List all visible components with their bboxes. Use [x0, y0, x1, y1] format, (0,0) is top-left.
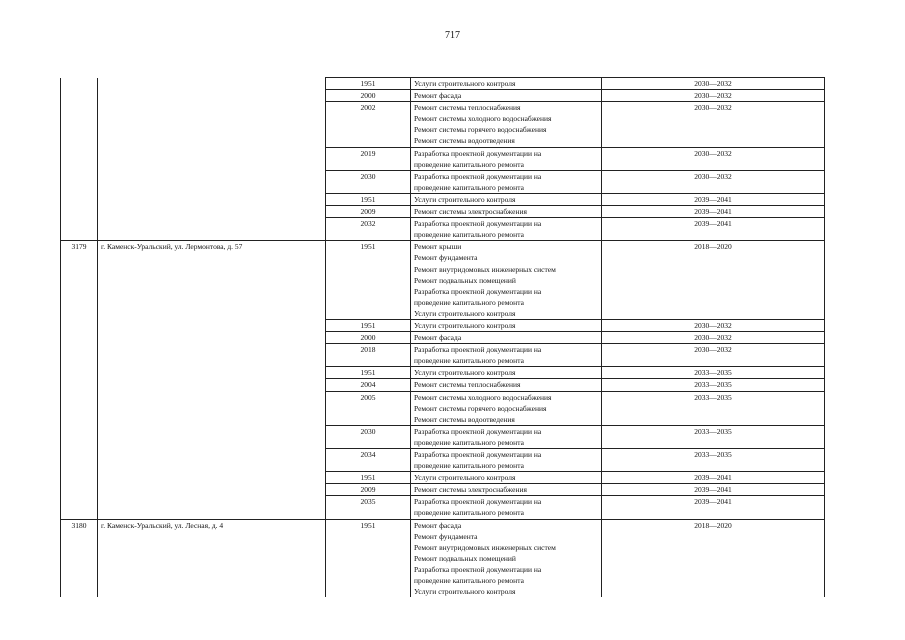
- period-cell: 2033—2035: [602, 391, 825, 425]
- work-line: Ремонт системы горячего водоснабжения: [414, 125, 547, 135]
- table-row: [61, 206, 825, 218]
- object-number-cell: [61, 90, 98, 102]
- table-row: [61, 344, 825, 367]
- work-line: проведение капитального ремонта: [414, 182, 524, 192]
- work-type-cell: [411, 332, 602, 344]
- work-line: Услуги строительного контроля: [414, 473, 516, 483]
- address-cell: [98, 496, 326, 519]
- object-number-cell: [61, 472, 98, 484]
- table-row: [61, 379, 825, 391]
- object-number-cell: [61, 484, 98, 496]
- period-cell: 2039—2041: [602, 484, 825, 496]
- address-cell: [98, 332, 326, 344]
- work-line: Ремонт подвальных помещений: [414, 275, 516, 285]
- work-line: проведение капитального ремонта: [414, 297, 524, 307]
- table-row: [61, 519, 825, 597]
- address-cell: [98, 206, 326, 218]
- table-row: [61, 78, 825, 90]
- work-line: Ремонт подвальных помещений: [414, 553, 516, 563]
- period-cell: 2033—2035: [602, 449, 825, 472]
- work-type-cell: [411, 379, 602, 391]
- work-code-cell: 2034: [326, 449, 411, 472]
- work-type-cell: [411, 391, 602, 425]
- period-cell: 2039—2041: [602, 206, 825, 218]
- work-code-cell: 1951: [326, 241, 411, 320]
- work-type-cell: [411, 206, 602, 218]
- work-line: Разработка проектной документации на: [414, 426, 542, 436]
- work-code-cell: 2009: [326, 484, 411, 496]
- work-code-cell: 1951: [326, 193, 411, 205]
- work-line: Разработка проектной документации на: [414, 148, 542, 158]
- work-line: проведение капитального ремонта: [414, 356, 524, 366]
- object-number-cell: [61, 218, 98, 241]
- table-row: [61, 102, 825, 147]
- work-type-cell: [411, 193, 602, 205]
- object-number-cell: [61, 449, 98, 472]
- period-cell: 2033—2035: [602, 379, 825, 391]
- work-line: Ремонт фундамента: [414, 531, 478, 541]
- address-cell: [98, 319, 326, 331]
- work-code-cell: 2000: [326, 90, 411, 102]
- object-number-cell: [61, 193, 98, 205]
- table-row: [61, 484, 825, 496]
- address-cell: [98, 472, 326, 484]
- work-type-cell: [411, 472, 602, 484]
- object-number-cell: [61, 147, 98, 170]
- repair-schedule-table: [60, 77, 825, 597]
- address-cell: [98, 484, 326, 496]
- address-cell: [98, 367, 326, 379]
- work-line: проведение капитального ремонта: [414, 461, 524, 471]
- work-line: Ремонт системы электроснабжения: [414, 485, 527, 495]
- work-line: Услуги строительного контроля: [414, 308, 516, 318]
- object-number-cell: [61, 102, 98, 147]
- work-line: Услуги строительного контроля: [414, 79, 516, 88]
- address-cell: [98, 425, 326, 448]
- work-line: Ремонт системы теплоснабжения: [414, 380, 521, 390]
- address-cell: [98, 170, 326, 193]
- work-line: Разработка проектной документации на: [414, 497, 542, 507]
- address-cell: [98, 78, 326, 90]
- work-line: Услуги строительного контроля: [414, 587, 516, 597]
- work-type-cell: [411, 449, 602, 472]
- work-type-cell: [411, 170, 602, 193]
- work-line: Ремонт системы электроснабжения: [414, 207, 527, 217]
- work-type-cell: [411, 147, 602, 170]
- object-number-cell: [61, 206, 98, 218]
- work-line: Ремонт системы холодного водоснабжения: [414, 114, 552, 124]
- object-number-cell: [61, 496, 98, 519]
- object-number-cell: [61, 379, 98, 391]
- work-type-cell: [411, 102, 602, 147]
- work-code-cell: 2030: [326, 425, 411, 448]
- work-line: Ремонт фасада: [414, 333, 462, 343]
- table-row: [61, 391, 825, 425]
- table-row: [61, 472, 825, 484]
- work-line: Ремонт фасада: [414, 91, 462, 101]
- work-code-cell: 2030: [326, 170, 411, 193]
- table-row: [61, 218, 825, 241]
- table-row: [61, 319, 825, 331]
- period-cell: 2030—2032: [602, 147, 825, 170]
- work-code-cell: 2004: [326, 379, 411, 391]
- period-cell: 2030—2032: [602, 319, 825, 331]
- address-cell: г. Каменск-Уральский, ул. Лермонтова, д. 57: [98, 241, 326, 320]
- period-cell: 2030—2032: [602, 90, 825, 102]
- address-cell: г. Каменск-Уральский, ул. Лесная, д. 4: [98, 519, 326, 597]
- object-number-cell: [61, 367, 98, 379]
- work-line: Ремонт системы водоотведения: [414, 136, 515, 146]
- work-code-cell: 2009: [326, 206, 411, 218]
- period-cell: 2033—2035: [602, 425, 825, 448]
- work-line: Ремонт системы холодного водоснабжения: [414, 392, 552, 402]
- work-code-cell: 1951: [326, 519, 411, 597]
- address-cell: [98, 391, 326, 425]
- work-line: проведение капитального ремонта: [414, 159, 524, 169]
- work-line: Разработка проектной документации на: [414, 450, 542, 459]
- work-line: Услуги строительного контроля: [414, 320, 516, 330]
- table-row: [61, 332, 825, 344]
- table-row: [61, 90, 825, 102]
- object-number-cell: [61, 170, 98, 193]
- period-cell: 2018—2020: [602, 241, 825, 320]
- work-code-cell: 1951: [326, 367, 411, 379]
- work-line: Разработка проектной документации на: [414, 564, 542, 574]
- object-number-cell: [61, 332, 98, 344]
- period-cell: 2030—2032: [602, 332, 825, 344]
- period-cell: 2039—2041: [602, 218, 825, 241]
- period-cell: 2039—2041: [602, 472, 825, 484]
- address-cell: [98, 218, 326, 241]
- work-line: Разработка проектной документации на: [414, 219, 542, 229]
- work-code-cell: 2000: [326, 332, 411, 344]
- work-line: Услуги строительного контроля: [414, 194, 516, 204]
- address-cell: [98, 193, 326, 205]
- work-type-cell: [411, 519, 602, 597]
- work-type-cell: [411, 90, 602, 102]
- period-cell: 2033—2035: [602, 367, 825, 379]
- work-line: Ремонт крыши: [414, 242, 462, 252]
- object-number-cell: [61, 319, 98, 331]
- work-line: проведение капитального ремонта: [414, 230, 524, 240]
- object-number-cell: [61, 425, 98, 448]
- work-line: Ремонт системы водоотведения: [414, 414, 515, 424]
- work-code-cell: 2019: [326, 147, 411, 170]
- work-type-cell: [411, 319, 602, 331]
- period-cell: 2018—2020: [602, 519, 825, 597]
- table-row: [61, 147, 825, 170]
- work-line: проведение капитального ремонта: [414, 508, 524, 518]
- work-type-cell: [411, 78, 602, 90]
- work-line: Ремонт фундамента: [414, 253, 478, 263]
- table-row: [61, 449, 825, 472]
- work-type-cell: [411, 241, 602, 320]
- period-cell: 2030—2032: [602, 344, 825, 367]
- period-cell: 2030—2032: [602, 102, 825, 147]
- address-cell: [98, 147, 326, 170]
- table-row: [61, 425, 825, 448]
- work-line: Ремонт системы теплоснабжения: [414, 103, 521, 113]
- work-type-cell: [411, 496, 602, 519]
- period-cell: 2030—2032: [602, 78, 825, 90]
- work-line: Разработка проектной документации на: [414, 171, 542, 181]
- period-cell: 2039—2041: [602, 193, 825, 205]
- table-body: [61, 78, 825, 598]
- address-cell: [98, 102, 326, 147]
- work-line: проведение капитального ремонта: [414, 576, 524, 586]
- work-code-cell: 2035: [326, 496, 411, 519]
- work-type-cell: [411, 344, 602, 367]
- object-number-cell: [61, 391, 98, 425]
- work-type-cell: [411, 425, 602, 448]
- table-row: [61, 193, 825, 205]
- object-number-cell: [61, 78, 98, 90]
- work-line: Ремонт системы горячего водоснабжения: [414, 403, 547, 413]
- object-number-cell: 3179: [61, 241, 98, 320]
- work-type-cell: [411, 367, 602, 379]
- work-line: проведение капитального ремонта: [414, 437, 524, 447]
- work-line: Ремонт внутридомовых инженерных систем: [414, 542, 556, 552]
- work-code-cell: 1951: [326, 472, 411, 484]
- work-line: Ремонт фасада: [414, 520, 462, 530]
- work-line: Разработка проектной документации на: [414, 286, 542, 296]
- work-line: Разработка проектной документации на: [414, 345, 542, 355]
- period-cell: 2039—2041: [602, 496, 825, 519]
- work-line: Ремонт внутридомовых инженерных систем: [414, 264, 556, 274]
- table-row: [61, 496, 825, 519]
- table-row: [61, 170, 825, 193]
- work-type-cell: [411, 484, 602, 496]
- work-type-cell: [411, 218, 602, 241]
- work-code-cell: 2002: [326, 102, 411, 147]
- address-cell: [98, 379, 326, 391]
- work-code-cell: 2032: [326, 218, 411, 241]
- address-cell: [98, 90, 326, 102]
- object-number-cell: 3180: [61, 519, 98, 597]
- work-code-cell: 2005: [326, 391, 411, 425]
- object-number-cell: [61, 344, 98, 367]
- work-code-cell: 1951: [326, 319, 411, 331]
- page-number: 717: [445, 30, 460, 41]
- work-line: Услуги строительного контроля: [414, 368, 516, 378]
- work-code-cell: 1951: [326, 78, 411, 90]
- period-cell: 2030—2032: [602, 170, 825, 193]
- work-code-cell: 2018: [326, 344, 411, 367]
- address-cell: [98, 344, 326, 367]
- table-row: [61, 241, 825, 320]
- table-row: [61, 367, 825, 379]
- address-cell: [98, 449, 326, 472]
